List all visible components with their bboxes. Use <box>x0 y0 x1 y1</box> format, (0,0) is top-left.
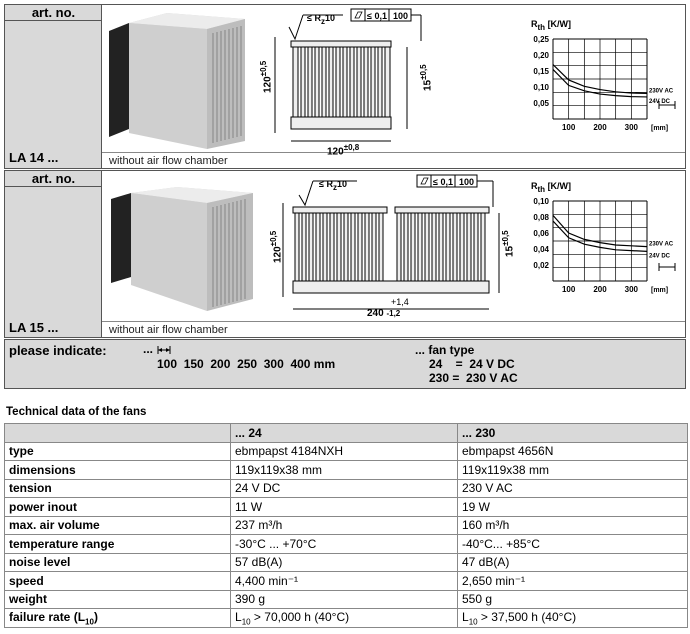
cell-24: 11 W <box>231 498 458 517</box>
la15-flatness-label: ≤ 0,1 <box>433 177 453 187</box>
la15-chart <box>525 195 685 315</box>
la15-height-dim: $120^{\pm 0,5}$ <box>269 230 284 263</box>
cell-230: 160 m³/h <box>458 516 688 535</box>
indicate-panel <box>4 339 686 389</box>
la15-ytick-label: 0,08 <box>533 213 549 222</box>
length-dimension-icon <box>157 345 171 355</box>
cell-230: 230 V AC <box>458 479 688 498</box>
la14-left-panel <box>5 5 102 168</box>
tech-title: Technical data of the fans <box>6 406 147 418</box>
cell-24: 4,400 min⁻¹ <box>231 572 458 591</box>
table-row <box>5 516 688 535</box>
table-row <box>5 498 688 517</box>
cell-230: ebmpapst 4656N <box>458 442 688 461</box>
table-row <box>5 590 688 609</box>
la14-series-label: 24V DC <box>649 98 671 105</box>
table-row <box>5 461 688 480</box>
la15-left-panel <box>5 171 102 337</box>
la14-chart-ylabel: $R_{th}$ [K/W] <box>531 19 572 32</box>
table-row <box>5 609 688 628</box>
tech-col-230: ... 230 <box>458 424 688 443</box>
la15-xunit-label: [mm] <box>651 287 669 294</box>
la14-ytick-label: 0,05 <box>533 99 549 108</box>
cell-230: $L_{10} > 37,500$ h (40°C) <box>458 609 688 628</box>
la15-product-photo <box>107 185 257 315</box>
la14-caption: without air flow chamber <box>109 155 228 167</box>
table-row <box>5 572 688 591</box>
la14-height-dim: $120^{\pm 0,5}$ <box>259 60 274 93</box>
row-label: tension <box>5 479 231 498</box>
row-label: speed <box>5 572 231 591</box>
indicate-fan-label: ... fan type <box>415 343 475 357</box>
la15-series-label: 230V AC <box>649 241 674 248</box>
table-row <box>5 442 688 461</box>
la14-ytick-label: 0,25 <box>533 35 549 44</box>
la15-ytick-label: 0,02 <box>533 261 549 270</box>
la14-block <box>4 4 686 169</box>
la14-drawing <box>267 7 437 153</box>
table-row <box>5 479 688 498</box>
la15-block <box>4 170 686 338</box>
indicate-fan-24: 24 = 24 V DC <box>429 357 515 371</box>
tech-header-empty <box>5 424 231 443</box>
la14-art-no-header: art. no. <box>5 5 102 21</box>
cell-24: 237 m³/h <box>231 516 458 535</box>
la15-ytick-label: 0,10 <box>533 197 549 206</box>
la15-model-label: LA 15 ... <box>9 320 59 335</box>
row-label: weight <box>5 590 231 609</box>
cell-230: -40°C... +85°C <box>458 535 688 554</box>
la15-ytick-label: 0,04 <box>533 245 549 254</box>
row-label: type <box>5 442 231 461</box>
la15-chart-ylabel: $R_{th}$ [K/W] <box>531 181 572 194</box>
la14-model-label: LA 14 ... <box>9 150 59 165</box>
row-label: dimensions <box>5 461 231 480</box>
la14-base-dim: $15^{\pm 0,5}$ <box>419 64 434 91</box>
la15-xtick-label: 200 <box>593 285 607 294</box>
la15-width-dim: 240 -1,2 <box>367 308 401 319</box>
la14-product-photo <box>107 11 249 149</box>
la14-xtick-label: 100 <box>561 123 576 132</box>
la15-roughness-label: ≤ $R_z10$ <box>319 179 347 192</box>
table-row <box>5 553 688 572</box>
row-label: max. air volume <box>5 516 231 535</box>
row-label: noise level <box>5 553 231 572</box>
cell-24: $L_{10} > 70,000$ h (40°C) <box>231 609 458 628</box>
cell-230: 119x119x38 mm <box>458 461 688 480</box>
la15-width-tol-plus: +1,4 <box>391 297 409 307</box>
cell-24: 24 V DC <box>231 479 458 498</box>
cell-230: 19 W <box>458 498 688 517</box>
indicate-lengths: 100 150 200 250 300 400 mm <box>157 357 336 371</box>
la14-chart <box>525 33 685 153</box>
tech-table <box>4 423 688 628</box>
row-label: power inout <box>5 498 231 517</box>
tech-col-24: ... 24 <box>231 424 458 443</box>
la15-flatness-length: 100 <box>459 177 475 187</box>
cell-230: 2,650 min⁻¹ <box>458 572 688 591</box>
la15-caption: without air flow chamber <box>109 324 228 336</box>
indicate-label: please indicate: <box>9 343 107 358</box>
la14-xtick-label: 200 <box>593 123 607 132</box>
la14-ytick-label: 0,20 <box>533 51 549 60</box>
cell-230: 550 g <box>458 590 688 609</box>
la14-ytick-label: 0,15 <box>533 67 549 76</box>
la15-ytick-label: 0,06 <box>533 229 549 238</box>
la14-xunit-label: [mm] <box>651 125 669 132</box>
la15-xtick-label: 100 <box>561 285 576 294</box>
table-row <box>5 535 688 554</box>
la15-series-label: 24V DC <box>649 253 671 260</box>
la14-width-dim: $120^{\pm 0,8}$ <box>327 143 360 158</box>
cell-24: 119x119x38 mm <box>231 461 458 480</box>
la15-caption-line <box>102 321 685 322</box>
cell-24: 57 dB(A) <box>231 553 458 572</box>
indicate-length-prefix: ... <box>143 342 154 356</box>
la15-art-no-header: art. no. <box>5 171 102 187</box>
la14-xtick-label: 300 <box>624 123 639 132</box>
la14-ytick-label: 0,10 <box>533 83 549 92</box>
cell-24: -30°C ... +70°C <box>231 535 458 554</box>
row-label: failure rate $(L_{10})$ <box>5 609 231 628</box>
la14-flatness-length: 100 <box>393 11 409 21</box>
indicate-fan-230: 230 = 230 V AC <box>429 371 518 385</box>
la14-roughness-label: ≤ $R_z10$ <box>307 13 335 26</box>
la14-series-label: 230V AC <box>649 88 674 95</box>
la15-xtick-label: 300 <box>624 285 639 294</box>
la14-flatness-label: ≤ 0,1 <box>367 11 387 21</box>
la15-base-dim: $15^{\pm 0,5}$ <box>501 230 516 257</box>
row-label: temperature range <box>5 535 231 554</box>
cell-230: 47 dB(A) <box>458 553 688 572</box>
tech-header-row <box>5 424 688 443</box>
cell-24: ebmpapst 4184NXH <box>231 442 458 461</box>
cell-24: 390 g <box>231 590 458 609</box>
